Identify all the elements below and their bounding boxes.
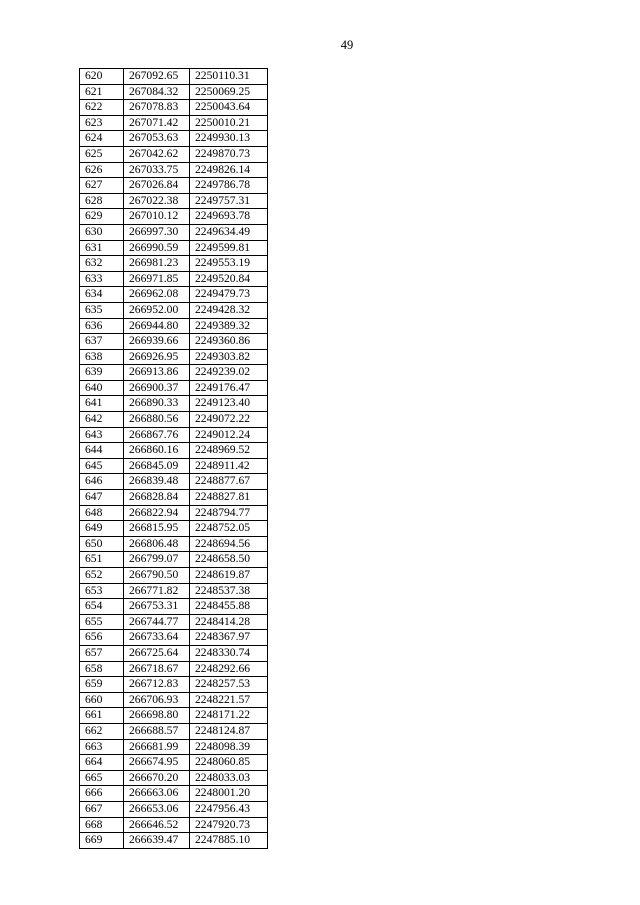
x-coordinate-cell: 266733.64 [124, 630, 190, 646]
x-coordinate-cell: 266860.16 [124, 443, 190, 459]
y-coordinate-cell: 2249786.78 [190, 178, 268, 194]
y-coordinate-cell: 2248752.05 [190, 521, 268, 537]
point-number-cell: 632 [80, 256, 124, 272]
point-number-cell: 633 [80, 271, 124, 287]
table-row [80, 833, 268, 849]
x-coordinate-cell: 266913.86 [124, 365, 190, 381]
y-coordinate-cell: 2248257.53 [190, 677, 268, 693]
x-coordinate-cell: 266944.80 [124, 318, 190, 334]
x-coordinate-cell: 266718.67 [124, 661, 190, 677]
point-number-cell: 634 [80, 287, 124, 303]
table-row [80, 365, 268, 381]
point-number-cell: 664 [80, 755, 124, 771]
table-row [80, 770, 268, 786]
x-coordinate-cell: 266806.48 [124, 536, 190, 552]
point-number-cell: 636 [80, 318, 124, 334]
y-coordinate-cell: 2249239.02 [190, 365, 268, 381]
coordinates-table-body [80, 69, 268, 849]
point-number-cell: 628 [80, 193, 124, 209]
table-row [80, 349, 268, 365]
y-coordinate-cell: 2248969.52 [190, 443, 268, 459]
x-coordinate-cell: 266706.93 [124, 692, 190, 708]
y-coordinate-cell: 2248330.74 [190, 645, 268, 661]
point-number-cell: 620 [80, 69, 124, 85]
table-row [80, 568, 268, 584]
y-coordinate-cell: 2249520.84 [190, 271, 268, 287]
table-row [80, 614, 268, 630]
y-coordinate-cell: 2249479.73 [190, 287, 268, 303]
y-coordinate-cell: 2250069.25 [190, 84, 268, 100]
table-row [80, 723, 268, 739]
x-coordinate-cell: 266639.47 [124, 833, 190, 849]
y-coordinate-cell: 2248292.66 [190, 661, 268, 677]
x-coordinate-cell: 266839.48 [124, 474, 190, 490]
y-coordinate-cell: 2248619.87 [190, 568, 268, 584]
x-coordinate-cell: 267084.32 [124, 84, 190, 100]
y-coordinate-cell: 2248367.97 [190, 630, 268, 646]
point-number-cell: 649 [80, 521, 124, 537]
table-row [80, 318, 268, 334]
table-row [80, 443, 268, 459]
x-coordinate-cell: 267071.42 [124, 115, 190, 131]
point-number-cell: 654 [80, 599, 124, 615]
x-coordinate-cell: 266939.66 [124, 334, 190, 350]
table-row [80, 661, 268, 677]
table-row [80, 474, 268, 490]
table-row [80, 100, 268, 116]
y-coordinate-cell: 2248098.39 [190, 739, 268, 755]
x-coordinate-cell: 267078.83 [124, 100, 190, 116]
point-number-cell: 667 [80, 801, 124, 817]
table-row [80, 692, 268, 708]
table-row [80, 458, 268, 474]
table-row [80, 131, 268, 147]
y-coordinate-cell: 2248455.88 [190, 599, 268, 615]
point-number-cell: 627 [80, 178, 124, 194]
x-coordinate-cell: 266712.83 [124, 677, 190, 693]
x-coordinate-cell: 266900.37 [124, 380, 190, 396]
y-coordinate-cell: 2248658.50 [190, 552, 268, 568]
x-coordinate-cell: 266845.09 [124, 458, 190, 474]
x-coordinate-cell: 266799.07 [124, 552, 190, 568]
table-row [80, 645, 268, 661]
point-number-cell: 638 [80, 349, 124, 365]
y-coordinate-cell: 2249389.32 [190, 318, 268, 334]
y-coordinate-cell: 2250110.31 [190, 69, 268, 85]
y-coordinate-cell: 2249072.22 [190, 412, 268, 428]
table-row [80, 209, 268, 225]
x-coordinate-cell: 267033.75 [124, 162, 190, 178]
point-number-cell: 659 [80, 677, 124, 693]
table-row [80, 552, 268, 568]
y-coordinate-cell: 2249428.32 [190, 302, 268, 318]
table-row [80, 84, 268, 100]
table-row [80, 755, 268, 771]
table-row [80, 427, 268, 443]
x-coordinate-cell: 266880.56 [124, 412, 190, 428]
point-number-cell: 640 [80, 380, 124, 396]
x-coordinate-cell: 266653.06 [124, 801, 190, 817]
x-coordinate-cell: 266926.95 [124, 349, 190, 365]
y-coordinate-cell: 2248171.22 [190, 708, 268, 724]
point-number-cell: 626 [80, 162, 124, 178]
table-row [80, 146, 268, 162]
x-coordinate-cell: 267092.65 [124, 69, 190, 85]
x-coordinate-cell: 267026.84 [124, 178, 190, 194]
y-coordinate-cell: 2250043.64 [190, 100, 268, 116]
x-coordinate-cell: 266822.94 [124, 505, 190, 521]
point-number-cell: 623 [80, 115, 124, 131]
point-number-cell: 622 [80, 100, 124, 116]
x-coordinate-cell: 266828.84 [124, 490, 190, 506]
point-number-cell: 637 [80, 334, 124, 350]
table-row [80, 505, 268, 521]
x-coordinate-cell: 266670.20 [124, 770, 190, 786]
table-row [80, 240, 268, 256]
y-coordinate-cell: 2249826.14 [190, 162, 268, 178]
table-row [80, 224, 268, 240]
y-coordinate-cell: 2249176.47 [190, 380, 268, 396]
table-row [80, 412, 268, 428]
point-number-cell: 635 [80, 302, 124, 318]
x-coordinate-cell: 266725.64 [124, 645, 190, 661]
table-row [80, 302, 268, 318]
table-row [80, 677, 268, 693]
y-coordinate-cell: 2249693.78 [190, 209, 268, 225]
point-number-cell: 662 [80, 723, 124, 739]
y-coordinate-cell: 2249012.24 [190, 427, 268, 443]
y-coordinate-cell: 2247920.73 [190, 817, 268, 833]
page-number: 49 [340, 38, 354, 52]
x-coordinate-cell: 267053.63 [124, 131, 190, 147]
x-coordinate-cell: 266681.99 [124, 739, 190, 755]
y-coordinate-cell: 2248794.77 [190, 505, 268, 521]
point-number-cell: 668 [80, 817, 124, 833]
x-coordinate-cell: 266753.31 [124, 599, 190, 615]
table-row [80, 287, 268, 303]
x-coordinate-cell: 266771.82 [124, 583, 190, 599]
table-row [80, 115, 268, 131]
x-coordinate-cell: 266674.95 [124, 755, 190, 771]
point-number-cell: 655 [80, 614, 124, 630]
y-coordinate-cell: 2250010.21 [190, 115, 268, 131]
x-coordinate-cell: 266997.30 [124, 224, 190, 240]
y-coordinate-cell: 2249360.86 [190, 334, 268, 350]
y-coordinate-cell: 2248060.85 [190, 755, 268, 771]
x-coordinate-cell: 266981.23 [124, 256, 190, 272]
point-number-cell: 661 [80, 708, 124, 724]
x-coordinate-cell: 266952.00 [124, 302, 190, 318]
x-coordinate-cell: 266698.80 [124, 708, 190, 724]
point-number-cell: 653 [80, 583, 124, 599]
point-number-cell: 648 [80, 505, 124, 521]
x-coordinate-cell: 267022.38 [124, 193, 190, 209]
point-number-cell: 642 [80, 412, 124, 428]
y-coordinate-cell: 2248124.87 [190, 723, 268, 739]
x-coordinate-cell: 266744.77 [124, 614, 190, 630]
table-row [80, 801, 268, 817]
y-coordinate-cell: 2248221.57 [190, 692, 268, 708]
x-coordinate-cell: 266890.33 [124, 396, 190, 412]
y-coordinate-cell: 2249553.19 [190, 256, 268, 272]
table-row [80, 490, 268, 506]
x-coordinate-cell: 266971.85 [124, 271, 190, 287]
table-row [80, 786, 268, 802]
table-row [80, 599, 268, 615]
point-number-cell: 658 [80, 661, 124, 677]
point-number-cell: 625 [80, 146, 124, 162]
table-row [80, 256, 268, 272]
x-coordinate-cell: 266962.08 [124, 287, 190, 303]
y-coordinate-cell: 2249634.49 [190, 224, 268, 240]
point-number-cell: 669 [80, 833, 124, 849]
point-number-cell: 666 [80, 786, 124, 802]
coordinates-table [79, 68, 268, 849]
point-number-cell: 663 [80, 739, 124, 755]
y-coordinate-cell: 2249303.82 [190, 349, 268, 365]
y-coordinate-cell: 2249123.40 [190, 396, 268, 412]
table-row [80, 536, 268, 552]
y-coordinate-cell: 2248911.42 [190, 458, 268, 474]
table-row [80, 69, 268, 85]
x-coordinate-cell: 266815.95 [124, 521, 190, 537]
y-coordinate-cell: 2249870.73 [190, 146, 268, 162]
point-number-cell: 651 [80, 552, 124, 568]
point-number-cell: 641 [80, 396, 124, 412]
y-coordinate-cell: 2248414.28 [190, 614, 268, 630]
table-row [80, 583, 268, 599]
y-coordinate-cell: 2249757.31 [190, 193, 268, 209]
table-row [80, 396, 268, 412]
point-number-cell: 645 [80, 458, 124, 474]
table-row [80, 162, 268, 178]
point-number-cell: 629 [80, 209, 124, 225]
table-row [80, 271, 268, 287]
y-coordinate-cell: 2249930.13 [190, 131, 268, 147]
point-number-cell: 644 [80, 443, 124, 459]
table-row [80, 380, 268, 396]
y-coordinate-cell: 2248537.38 [190, 583, 268, 599]
point-number-cell: 652 [80, 568, 124, 584]
x-coordinate-cell: 266688.57 [124, 723, 190, 739]
point-number-cell: 657 [80, 645, 124, 661]
point-number-cell: 656 [80, 630, 124, 646]
table-row [80, 739, 268, 755]
y-coordinate-cell: 2247885.10 [190, 833, 268, 849]
x-coordinate-cell: 267042.62 [124, 146, 190, 162]
x-coordinate-cell: 266990.59 [124, 240, 190, 256]
point-number-cell: 650 [80, 536, 124, 552]
point-number-cell: 621 [80, 84, 124, 100]
x-coordinate-cell: 266663.06 [124, 786, 190, 802]
table-row [80, 708, 268, 724]
point-number-cell: 630 [80, 224, 124, 240]
y-coordinate-cell: 2248001.20 [190, 786, 268, 802]
table-row [80, 334, 268, 350]
y-coordinate-cell: 2248694.56 [190, 536, 268, 552]
point-number-cell: 631 [80, 240, 124, 256]
y-coordinate-cell: 2247956.43 [190, 801, 268, 817]
table-row [80, 193, 268, 209]
point-number-cell: 646 [80, 474, 124, 490]
x-coordinate-cell: 266790.50 [124, 568, 190, 584]
point-number-cell: 639 [80, 365, 124, 381]
table-row [80, 817, 268, 833]
y-coordinate-cell: 2248877.67 [190, 474, 268, 490]
point-number-cell: 624 [80, 131, 124, 147]
x-coordinate-cell: 266646.52 [124, 817, 190, 833]
point-number-cell: 660 [80, 692, 124, 708]
table-row [80, 178, 268, 194]
table-row [80, 630, 268, 646]
y-coordinate-cell: 2248033.03 [190, 770, 268, 786]
point-number-cell: 665 [80, 770, 124, 786]
table-row [80, 521, 268, 537]
x-coordinate-cell: 266867.76 [124, 427, 190, 443]
point-number-cell: 647 [80, 490, 124, 506]
point-number-cell: 643 [80, 427, 124, 443]
x-coordinate-cell: 267010.12 [124, 209, 190, 225]
y-coordinate-cell: 2249599.81 [190, 240, 268, 256]
y-coordinate-cell: 2248827.81 [190, 490, 268, 506]
